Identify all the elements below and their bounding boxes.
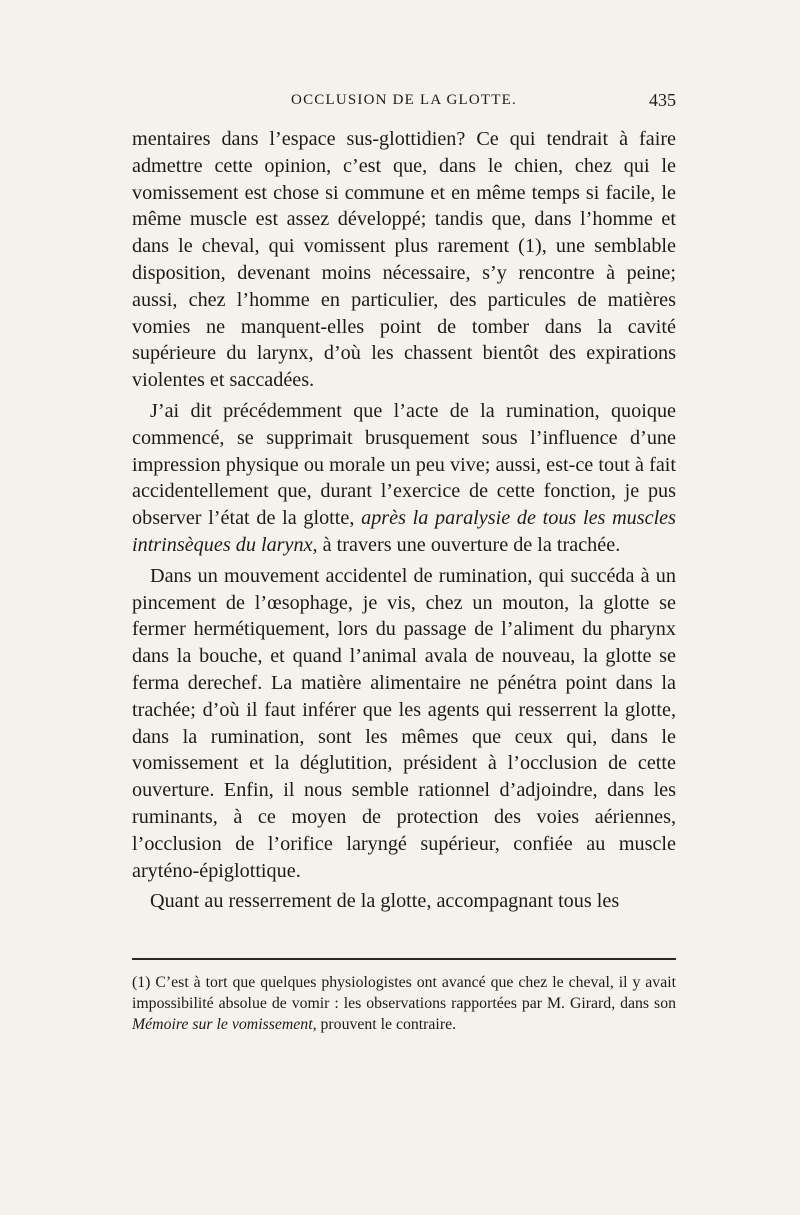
footnote-italic: Mémoire sur le vomissement,: [132, 1016, 317, 1033]
footnote: [132, 972, 676, 1035]
paragraph-2: [132, 398, 676, 559]
paragraph-2-text-start: J’ai dit précédemment que l’acte de la rumination, quoique commencé, se supprimait brusquement sous l’influence d’une impression physique ou morale un peu vive; aussi, est-ce tout à fait accidentellement que, durant l’exercice de cette fonction, je pus observer l’état de la glotte,: [132, 399, 676, 530]
footnote-marker: (1): [132, 974, 151, 991]
running-title: OCCLUSION DE LA GLOTTE.: [291, 92, 517, 108]
paragraph-1: mentaires dans l’espace sus-glottidien? Ce qui tendrait à faire admettre cette opinion, c’est que, dans le chien, chez qui le vomissement est chose si commune et en même temps si facile, le même muscle est assez développé; tandis que, dans l’homme et dans le cheval, qui vomissent plus rarement (1), une semblable disposition, devenant moins nécessaire, s’y rencontre à peine; aussi, chez l’homme en particulier, des particules de matières vomies ne manquent-elles point de tomber dans la cavité supérieure du larynx, d’où les chassent bientôt des expirations violentes et saccadées.: [132, 128, 676, 392]
paragraph-4: Quant au resserrement de la glotte, accompagnant tous les: [150, 890, 620, 913]
page-number: 435: [649, 90, 676, 110]
main-text: [132, 126, 676, 915]
footnote-text-end: prouvent le contraire.: [316, 1016, 457, 1033]
paragraph-3: Dans un mouvement accidentel de rumination, qui succéda à un pincement de l’œsophage, je vis, chez un mouton, la glotte se fermer hermétiquement, lors du passage de l’aliment du pharynx dans la bouche, et quand l’animal avala de nouveau, la glotte se ferma derechef. La matière alimentaire ne pénétra point dans la trachée; d’où il faut inférer que les agents qui resserrent la glotte, dans la rumination, sont les mêmes que ceux qui, dans le vomissement et la déglutition, président à l’occlusion de cette ouverture. Enfin, il nous semble rationnel d’adjoindre, dans les ruminants, à ce moyen de protection des voies aériennes, l’occlusion de l’orifice laryngé supérieur, confiée au muscle aryténo-épiglottique.: [132, 564, 676, 882]
paragraph-2-text-end: à travers une ouverture de la trachée.: [317, 533, 621, 556]
running-header: [132, 92, 676, 116]
footnote-rule: [132, 958, 676, 960]
footnote-text-start: C’est à tort que quelques physiologistes ont avancé que chez le cheval, il y avait impossibilité absolue de vomir : les observations rapportées par M. Girard, dans son: [132, 974, 676, 1012]
paragraph-2-italic: après la paralysie de tous les muscles intrinsèques du larynx,: [132, 507, 676, 556]
